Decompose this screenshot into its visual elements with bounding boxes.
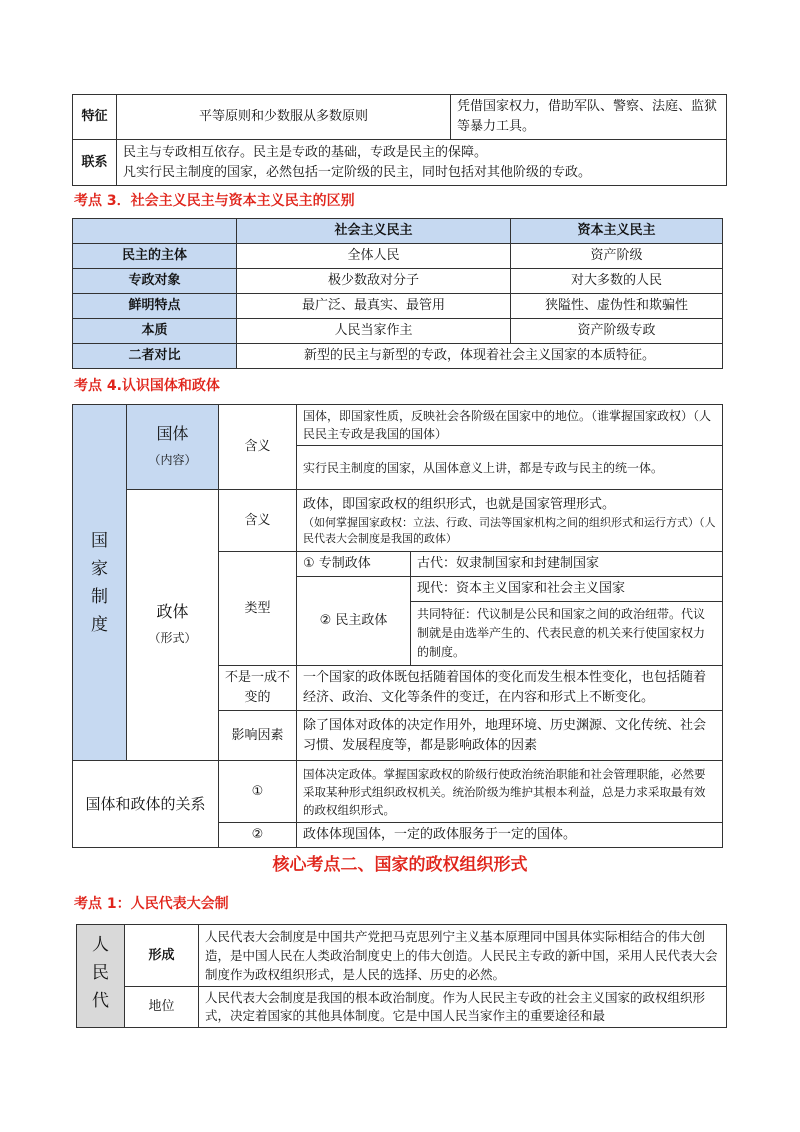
formation-text: 人民代表大会制度是中国共产党把马克思列宁主义基本原理同中国具体实际相结合的伟大创造，是中国人民在人类政治制度史上的伟大创造。人民民主专政的新中国，采用人民代表大会制度作为政权组织形式，是人民的选择、历史的必然。 [199,925,727,987]
row-capitalist: 资产阶级 [511,244,723,269]
row-label: 本质 [73,319,237,344]
row-socialist: 最广泛、最真实、最管用 [237,294,511,319]
status-text: 人民代表大会制度是我国的根本政治制度。作为人民民主专政的社会主义国家的政权组织形式，决定着国家的其他具体制度。它是中国人民当家作主的重要途径和最 [199,987,727,1028]
header-empty [73,219,237,244]
npc-side-text: 人民代 [92,935,109,1011]
type-2-common: 共同特征：代议制是公民和国家之间的政治纽带。代议制就是由选举产生的、代表民意的机关来行使国家权力的制度。 [411,602,723,666]
democracy-comparison-table [72,218,723,369]
header-socialist: 社会主义民主 [237,219,511,244]
state-system-table [72,404,723,848]
guoti-sub: （内容） [148,453,197,467]
link-line-2: 凡实行民主制度的国家，必然包括一定阶级的民主，同时包括对其他阶级的专政。 [123,164,592,180]
feature-label: 特征 [73,95,117,140]
row-socialist: 极少数敌对分子 [237,269,511,294]
relation-2-text: 政体体现国体，一定的政体服务于一定的国体。 [297,823,723,848]
row-capitalist: 资产阶级专政 [511,319,723,344]
zhengti-cell [127,490,219,761]
npc-table [76,924,727,1028]
row-capitalist: 对大多数的人民 [511,269,723,294]
relation-1-text: 国体决定政体。掌握国家政权的阶级行使政治统治职能和社会管理职能，必然要采取某种形式组织政权机关。统治阶级为维护其根本利益，总是力求采取最有效的政权组织形式。 [297,761,723,823]
link-text [117,140,727,186]
guojia-zhidu-text: 国家制度 [91,530,108,635]
guojia-zhidu-label [73,405,127,761]
type-2: ② 民主政体 [297,577,411,666]
kp3-heading: 考点 3．社会主义民主与资本主义民主的区别 [74,193,355,209]
zhengti-def-1: 政体，即国家政权的组织形式，也就是国家管理形式。 [303,496,616,512]
row-label: 鲜明特点 [73,294,237,319]
guoti-cell [127,405,219,490]
link-label: 联系 [73,140,117,186]
factor-text: 除了国体对政体的决定作用外，地理环境、历史渊源、文化传统、社会习惯、发展程度等，都是影响政体的因素 [297,711,723,761]
feature-dictatorship: 凭借国家权力，借助军队、警察、法庭、监狱等暴力工具。 [451,95,727,140]
zhengti-sub: （形式） [148,631,197,645]
formation-label: 形成 [125,925,199,987]
kp4-heading: 考点 4.认识国体和政体 [74,378,220,394]
zhengti-def-2: （如何掌握国家政权：立法、行政、司法等国家机构之间的组织形式和运行方式）（人民代表大会制度是我国的政体） [303,515,716,545]
leixing-label: 类型 [219,552,297,666]
header-capitalist: 资本主义民主 [511,219,723,244]
row-label: 专政对象 [73,269,237,294]
guoti-label: 国体 [156,424,189,443]
guoti-hanyi: 含义 [219,405,297,490]
zhengti-hanyi: 含义 [219,490,297,552]
type-1: ① 专制政体 [297,552,411,577]
not-fixed-text: 一个国家的政体既包括随着国体的变化而发生根本性变化，也包括随着经济、政治、文化等条件的变迁，在内容和形式上不断变化。 [297,666,723,711]
zhengti-def [297,490,723,552]
guoti-def-2: 实行民主制度的国家，从国体意义上讲，都是专政与民主的统一体。 [297,446,723,490]
kp1-heading: 考点 1：人民代表大会制 [74,896,229,912]
type-2-modern: 现代：资本主义国家和社会主义国家 [411,577,723,602]
compare-label: 二者对比 [73,344,237,369]
core2-title: 核心考点二、国家的政权组织形式 [272,855,528,875]
row-socialist: 全体人民 [237,244,511,269]
status-label: 地位 [125,987,199,1028]
relation-2-num: ② [219,823,297,848]
relation-label: 国体和政体的关系 [73,761,219,848]
relation-1-num: ① [219,761,297,823]
type-1-desc: 古代：奴隶制国家和封建制国家 [411,552,723,577]
not-fixed-label: 不是一成不变的 [219,666,297,711]
feature-democracy: 平等原则和少数服从多数原则 [117,95,451,140]
row-socialist: 人民当家作主 [237,319,511,344]
row-capitalist: 狭隘性、虚伪性和欺骗性 [511,294,723,319]
democracy-dictatorship-table [72,94,727,186]
factor-label: 影响因素 [219,711,297,761]
row-label: 民主的主体 [73,244,237,269]
link-line-1: 民主与专政相互依存。民主是专政的基础，专政是民主的保障。 [123,144,488,160]
npc-side-label [77,925,125,1028]
compare-text: 新型的民主与新型的专政，体现着社会主义国家的本质特征。 [237,344,723,369]
guoti-def-1: 国体，即国家性质，反映社会各阶级在国家中的地位。（谁掌握国家政权）（人民民主专政是我国的国体） [297,405,723,446]
zhengti-label: 政体 [156,602,189,621]
